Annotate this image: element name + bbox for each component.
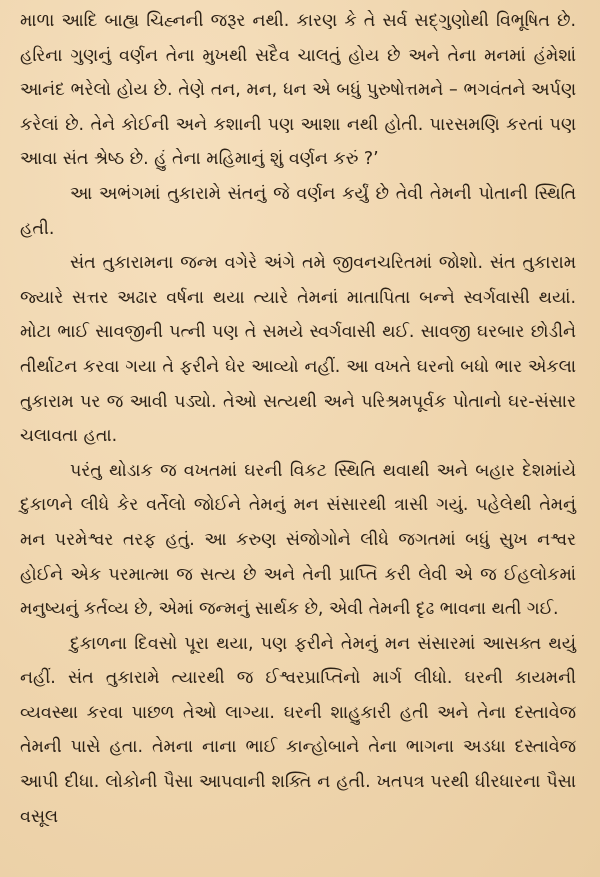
paragraph-1: માળા આદિ બાહ્ય ચિહ્નની જરૂર નથી. કારણ કે તે સર્વ સદ્‌ગુણોથી વિભૂષિત છે. હરિના ગુણનું વર્ણન તેના મુખથી સદૈવ ચાલતું હોય છે અને તેના મનમાં હંમેશાં આનંદ ભરેલો હોય છે. તેણે તન, મન, ધન એ બધું પુરુષોત્તમને – ભગવંતને અર્પણ કરેલાં છે. તેને કોઈની અને કશાની પણ આશા નથી હોતી. પારસમણિ કરતાં પણ આવા સંત શ્રેષ્ઠ છે. હું તેના મહિમાનું શું વર્ણન કરું ?’: [20, 11, 576, 170]
paragraph-5: દુકાળના દિવસો પૂરા થયા, પણ ફરીને તેમનું મન સંસારમાં આસક્ત થયું નહીં. સંત તુકારામે ત્યારથી જ ઈશ્વરપ્રાપ્તિનો માર્ગ લીધો. ઘરની કાયમની વ્યવસ્થા કરવા પાછળ તેઓ લાગ્યા. ઘરની શાહુકારી હતી અને તેના દસ્તાવેજ તેમની પાસે હતા. તેમના નાના ભાઈ કાન્હોબાને તેના ભાગના અડધા દસ્તાવેજ આપી દીધા. લોકોની પૈસા આપવાની શક્તિ ન હતી. ખતપત્ર પરથી ધીરધારના પૈસા વસૂલ: [20, 633, 576, 827]
paragraph-4: પરંતુ થોડાક જ વખતમાં ઘરની વિકટ સ્થિતિ થવાથી અને બહાર દેશમાંયે દુકાળને લીધે કેર વર્તેલો જોઈને તેમનું મન સંસારથી ત્રાસી ગયું. પહેલેથી તેમનું મન પરમેશ્વર તરફ હતું. આ કરુણ સંજોગોને લીધે જગતમાં બધું સુખ નશ્વર હોઈને એક પરમાત્મા જ સત્ય છે અને તેની પ્રાપ્તિ કરી લેવી એ જ ઈહલોકમાં મનુષ્યનું કર્તવ્ય છે, એમાં જન્મનું સાર્થક છે, એવી તેમની દૃઢ ભાવના થતી ગઈ.: [20, 460, 576, 620]
paragraph-3: સંત તુકારામના જન્મ વગેરે અંગે તમે જીવનચરિતમાં જોશો. સંત તુકારામ જ્યારે સત્તર અઢાર વર્ષના થયા ત્યારે તેમનાં માતાપિતા બન્ને સ્વર્ગવાસી થયાં. મોટા ભાઈ સાવજીની પત્ની પણ તે સમયે સ્વર્ગવાસી થઈ. સાવજી ઘરબાર છોડીને તીર્થાટન કરવા ગયા તે ફરીને ઘેર આવ્યો નહીં. આ વખતે ઘરનો બધો ભાર એકલા તુકારામ પર જ આવી પડ્યો. તેઓ સત્યથી અને પરિશ્રમપૂર્વક પોતાનો ઘર-સંસાર ચલાવતા હતા.: [20, 253, 576, 447]
paragraph-2: આ અભંગમાં તુકારામે સંતનું જે વર્ણન કર્યું છે તેવી તેમની પોતાની સ્થિતિ હતી.: [20, 183, 576, 239]
